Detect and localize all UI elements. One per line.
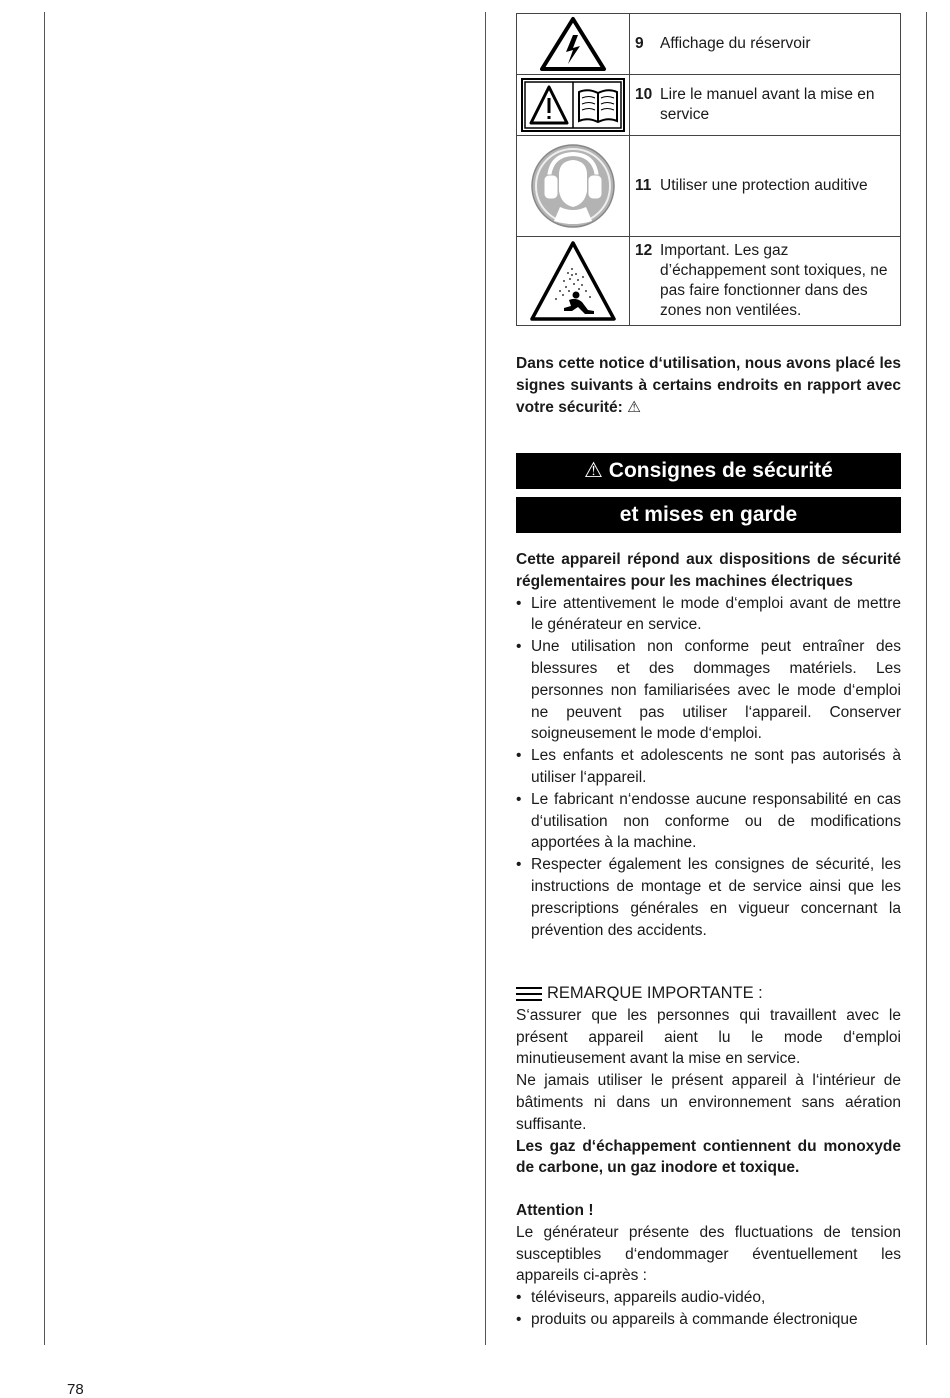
- note-lines-icon: [516, 987, 542, 1003]
- symbol-row-10: [517, 75, 901, 136]
- list-item: • Les enfants et adolescents ne sont pas autorisés à utiliser l‘appareil.: [516, 745, 901, 789]
- symbol-number: 11: [635, 177, 652, 194]
- section-title-line-1: ⚠ Consignes de sécurité: [516, 453, 901, 489]
- symbol-row-12: [517, 237, 901, 326]
- read-manual-icon: [521, 78, 625, 132]
- attention-bullet-list: [516, 1287, 901, 1331]
- safety-bullet-list: [516, 593, 901, 942]
- attention-section: [516, 1200, 901, 1331]
- list-item: • téléviseurs, appareils audio-vidéo,: [516, 1287, 901, 1309]
- left-margin-rule: [44, 12, 45, 1345]
- remark-section: [516, 983, 901, 1179]
- warning-triangle-icon: ⚠: [627, 398, 642, 416]
- remark-heading: REMARQUE IMPORTANTE :: [547, 984, 763, 1002]
- remark-paragraph-1: S‘assurer que les personnes qui travaillent avec le présent appareil aient lu le mode d‘emploi minutieusement avant la mise en service.: [516, 1006, 901, 1068]
- list-item: • Le fabricant n‘endosse aucune responsabilité en cas d‘utilisation non conforme ou de modifications apportées à la machine.: [516, 789, 901, 854]
- list-item: • Une utilisation non conforme peut entraîner des blessures et des dommages matériels. Les personnes non familiarisées avec le mode d‘emploi ne peuvent pas utiliser l‘appareil. Conserver soigneusement le mode d‘emploi.: [516, 636, 901, 745]
- electric-hazard-icon: [538, 16, 608, 72]
- right-margin-rule: [926, 12, 927, 1345]
- list-item: • Lire attentivement le mode d‘emploi avant de mettre le générateur en service.: [516, 593, 901, 637]
- symbol-description: Affichage du réservoir: [660, 35, 811, 52]
- symbol-description: Important. Les gaz d’échappement sont toxiques, ne pas faire fonctionner dans des zones non ventilées.: [660, 242, 888, 319]
- remark-warning: Les gaz d‘échappement contiennent du monoxyde de carbone, un gaz inodore et toxique.: [516, 1137, 901, 1177]
- intro-text: Dans cette notice d‘utilisation, nous avons placé les signes suivants à certains endroits en rapport avec votre sécurité:: [516, 355, 901, 416]
- toxic-fumes-icon: [528, 239, 618, 323]
- attention-heading: Attention !: [516, 1202, 594, 1219]
- page-number: 78: [67, 1381, 84, 1398]
- ear-protection-icon: [530, 143, 616, 229]
- symbol-description: Utiliser une protection auditive: [660, 177, 868, 194]
- section-title-line-2: et mises en garde: [516, 497, 901, 533]
- remark-heading-row: [516, 983, 901, 1005]
- attention-text: Le générateur présente des fluctuations de tension susceptibles d‘endommager éventuellement les appareils ci-après :: [516, 1223, 901, 1285]
- safety-lead: Cette appareil répond aux dispositions de sécurité réglementaires pour les machines électriques: [516, 551, 901, 590]
- remark-paragraph-2: Ne jamais utiliser le présent appareil à l‘intérieur de bâtiments ni dans un environnement sans aération suffisante.: [516, 1072, 901, 1133]
- list-item: • produits ou appareils à commande électronique: [516, 1309, 901, 1331]
- symbol-number: 12: [635, 242, 653, 259]
- intro-paragraph: [516, 353, 901, 418]
- safety-section: [516, 549, 901, 941]
- symbol-number: 10: [635, 86, 653, 103]
- symbol-row-9: [517, 14, 901, 75]
- symbols-table: [516, 13, 901, 326]
- column-divider-rule: [485, 12, 486, 1345]
- symbol-description: Lire le manuel avant la mise en service: [660, 86, 875, 123]
- list-item: • Respecter également les consignes de sécurité, les instructions de montage et de service ainsi que les prescriptions générales en vigueur concernant la prévention des accidents.: [516, 854, 901, 941]
- symbol-row-11: [517, 136, 901, 237]
- symbol-number: 9: [635, 35, 644, 52]
